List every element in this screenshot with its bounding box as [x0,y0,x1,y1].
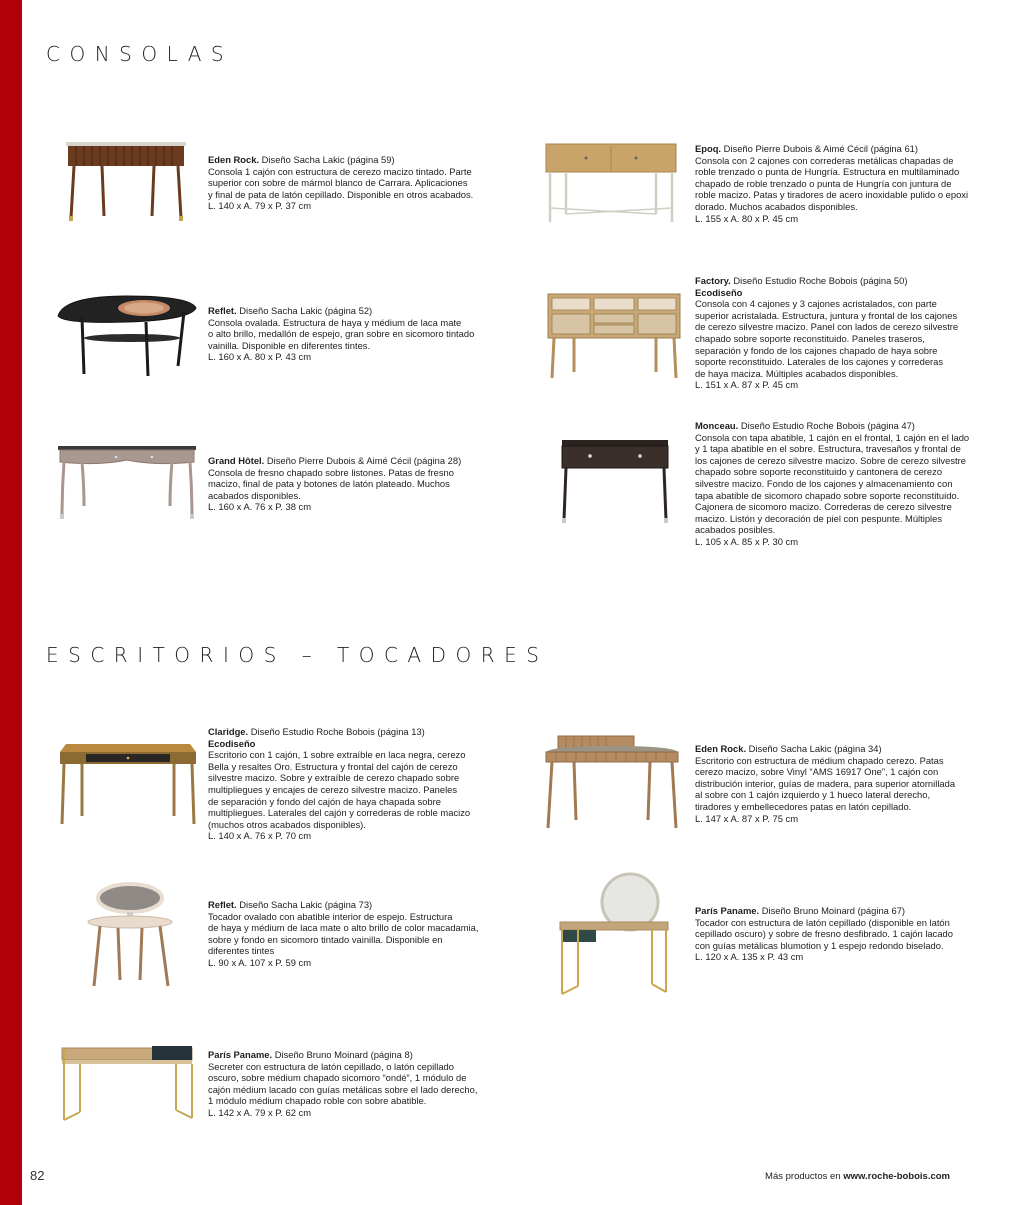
desc-line: Consola con 4 cajones y 3 cajones acristalados, con parte [695,298,937,310]
desc-line: Secreter con estructura de latón cepillado, o latón cepillado [208,1060,454,1072]
desc-line: oscuro, sobre médium chapado sicomoro “ondé”, 1 módulo de [208,1072,467,1084]
product-designer: Diseño Estudio Roche Bobois (página 13) [248,726,425,737]
product-name: Monceau. [695,420,739,431]
desc-line: los cajones de cerezo silvestre macizo. Sobre de cerezo silvestre [695,454,966,466]
desc-line: acabados posibles. [695,524,776,536]
eco-label: Ecodiseño [695,286,743,298]
product-image-claridge-desk [56,738,200,830]
desc-line: de haya y médium de laca mate o alto brillo de color macadamia, [208,922,479,934]
product-desc-reflet-dressing-table [208,899,490,969]
section-title-consolas: CONSOLAS [46,42,234,66]
desc-line: cajón médium lacado con guías metálicas sobre el lado derecho, [208,1083,478,1095]
product-designer: Diseño Sacha Lakic (página 52) [236,305,373,316]
desc-line: de cerezo silvestre macizo. Panel con lados de cerezo silvestre [695,321,959,333]
desc-line: 1 módulo médium chapado roble con sobre abatible. [208,1095,427,1107]
desc-line: Escritorio con estructura de médium chapado cerezo. Patas [695,754,944,766]
product-dimensions: L. 140 x A. 79 x P. 37 cm [208,200,312,212]
product-image-paris-paname-dressing-table [554,872,672,998]
footer-website [765,1171,950,1182]
product-desc-paris-paname-dressing-table [695,905,977,963]
desc-line: separación y fondo de los cajones chapado de haya sobre [695,344,938,356]
side-color-bar [0,0,22,1205]
product-image-paris-paname-secretary [56,1040,200,1124]
page-number: 82 [30,1168,45,1183]
product-image-grand-hotel-console [54,440,200,524]
desc-line: multipliegues y encajes de cerezo silvestre macizo. Paneles [208,783,458,795]
product-designer: Diseño Bruno Moinard (página 67) [759,905,906,916]
product-desc-eden-rock-desk [695,743,977,824]
product-desc-claridge-desk [208,726,490,842]
desc-line: soporte reconstituido. Laterales de los cajones y correderas [695,356,944,368]
desc-line: y final de pata de latón cepillado. Disponible en otros acabados. [208,188,474,200]
product-dimensions: L. 105 x A. 85 x P. 30 cm [695,535,799,547]
product-name: París Paname. [208,1049,273,1060]
desc-line: Escritorio con 1 cajón, 1 sobre extraíble en laca negra, cerezo [208,749,466,761]
product-name: Claridge. [208,726,249,737]
desc-line: cepillado oscuro) y sobre de fresno desfibrado. 1 cajón lacado [695,928,953,940]
product-designer: Diseño Sacha Lakic (página 59) [259,154,395,165]
product-desc-paris-paname-secretary [208,1049,490,1119]
desc-line: tiradores y embellecedores patas en latón cepillado. [695,800,912,812]
desc-line: diferentes tintes [208,945,275,957]
desc-line: chapado de roble trenzado o punta de Hungría con juntura de [695,177,952,189]
product-desc-factory-console [695,275,977,391]
product-dimensions: L. 160 x A. 76 x P. 38 cm [208,501,312,513]
product-name: Reflet. [208,899,237,910]
product-dimensions: L. 142 x A. 79 x P. 62 cm [208,1106,312,1118]
desc-line: de haya maciza. Múltiples acabados disponibles. [695,367,899,379]
product-dimensions: L. 155 x A. 80 x P. 45 cm [695,212,799,224]
footer-prefix: Más productos en [765,1171,844,1182]
product-name: Eden Rock. [208,154,260,165]
desc-line: chapado sobre soporte reconstituido. Paneles traseros, [695,332,925,344]
product-designer: Diseño Estudio Roche Bobois (página 50) [730,275,908,286]
product-image-reflet-dressing-table [84,880,184,992]
desc-line: chapado sobre soporte reconstituido y cantonera de cerezo [695,466,943,478]
eco-label: Ecodiseño [208,737,256,749]
product-desc-eden-rock-console [208,154,490,212]
product-name: Reflet. [208,305,237,316]
product-dimensions: L. 140 x A. 76 x P. 70 cm [208,830,312,842]
desc-line: al sobre con 1 cajón izquierdo y 1 hueco lateral derecho, [695,789,931,801]
product-image-eden-rock-desk [542,734,682,834]
product-name: París Paname. [695,905,760,916]
product-designer: Diseño Pierre Dubois & Aimé Cécil (página 61) [721,143,919,154]
desc-line: roble macizo. Patas y tiradores de acero inoxidable pulido o epoxi [695,189,969,201]
desc-line: Consola ovalada. Estructura de haya y médium de laca mate [208,316,462,328]
desc-line: Consola con tapa abatible, 1 cajón en el frontal, 1 cajón en el lado [695,431,970,443]
desc-line: macizo, final de pata y botones de latón plateado. Muchos [208,478,450,490]
product-dimensions: L. 160 x A. 80 x P. 43 cm [208,351,312,363]
desc-line: dorado. Muchos acabados disponibles. [695,200,858,212]
desc-line: de separación y fondo del cajón de haya chapada sobre [208,795,441,807]
product-image-monceau-console [556,434,674,526]
product-dimensions: L. 120 x A. 135 x P. 43 cm [695,951,804,963]
desc-line: distribución interior, guías de madera, para superior atornillada [695,777,956,789]
product-name: Eden Rock. [695,743,747,754]
product-desc-grand-hotel-console [208,455,490,513]
product-designer: Diseño Sacha Lakic (página 73) [236,899,373,910]
product-desc-epoq-console [695,143,977,224]
desc-line: silvestre macizo. Fondo de los cajones y almacenamiento con [695,477,953,489]
product-dimensions: L. 147 x A. 87 x P. 75 cm [695,812,799,824]
product-desc-reflet-console [208,305,490,363]
product-image-eden-rock-console [62,138,192,228]
desc-line: roble trenzado o punta de Hungría. Estructura en multilaminado [695,166,960,178]
desc-line: cerezo macizo, sobre Vinyl “AMS 16917 One”, 1 cajón con [695,766,939,778]
product-name: Epoq. [695,143,722,154]
desc-line: Tocador con estructura de latón cepillado (disponible en latón [695,916,950,928]
product-dimensions: L. 151 x A. 87 x P. 45 cm [695,379,799,391]
desc-line: con guías metálicas blumotion y 1 espejo redondo biselado. [695,939,944,951]
desc-line: sobre y fondo en sicomoro tintado vainilla. Disponible en [208,933,443,945]
desc-line: Tocador ovalado con abatible interior de espejo. Estructura [208,910,453,922]
desc-line: silvestre macizo. Sobre y extraíble de cerezo chapado sobre [208,772,460,784]
product-image-reflet-console [54,286,200,382]
desc-line: (muchos otros acabados disponibles). [208,818,366,830]
desc-line: multipliegues. Laterales del cajón y correderas de roble macizo [208,807,471,819]
product-desc-monceau-console [695,420,977,548]
desc-line: acabados disponibles. [208,489,301,501]
product-designer: Diseño Pierre Dubois & Aimé Cécil (página 28) [264,455,462,466]
desc-line: superior con sobre de mármol blanco de Carrara. Aplicaciones [208,177,468,189]
desc-line: o alto brillo, medallón de espejo, gran sobre en sicomoro tintado [208,328,475,340]
desc-line: superior acristalada. Estructura, juntura y frontal de los cajones [695,309,958,321]
product-designer: Diseño Estudio Roche Bobois (página 47) [738,420,915,431]
desc-line: Cajonera de sicomoro macizo. Correderas de cerezo silvestre [695,501,952,513]
desc-line: vainilla. Disponible en diferentes tintes. [208,339,371,351]
section-title-escritorios: ESCRITORIOS – TOCADORES [46,643,549,667]
product-image-epoq-console [542,140,682,228]
product-dimensions: L. 90 x A. 107 x P. 59 cm [208,956,312,968]
desc-line: tapa abatible de sicomoro chapado sobre soporte reconstituido. [695,489,960,501]
desc-line: y 1 tapa abatible en el sobre. Estructura, travesaños y frontal de [695,443,961,455]
product-name: Grand Hôtel. [208,455,265,466]
product-name: Factory. [695,275,731,286]
desc-line: Bella y resaltes Oro. Estructura y frontal del cajón de cerezo [208,760,458,772]
product-designer: Diseño Bruno Moinard (página 8) [272,1049,413,1060]
desc-line: Consola con 2 cajones con correderas metálicas chapadas de [695,154,954,166]
website-link[interactable]: www.roche-bobois.com [843,1171,950,1182]
desc-line: Consola de fresno chapado sobre listones. Patas de fresno [208,466,454,478]
desc-line: Consola 1 cajón con estructura de cerezo macizo tintado. Parte [208,165,472,177]
desc-line: macizo. Listón y decoración de piel con pespunte. Múltiples [695,512,943,524]
product-image-factory-console [544,290,684,382]
product-designer: Diseño Sacha Lakic (página 34) [746,743,882,754]
